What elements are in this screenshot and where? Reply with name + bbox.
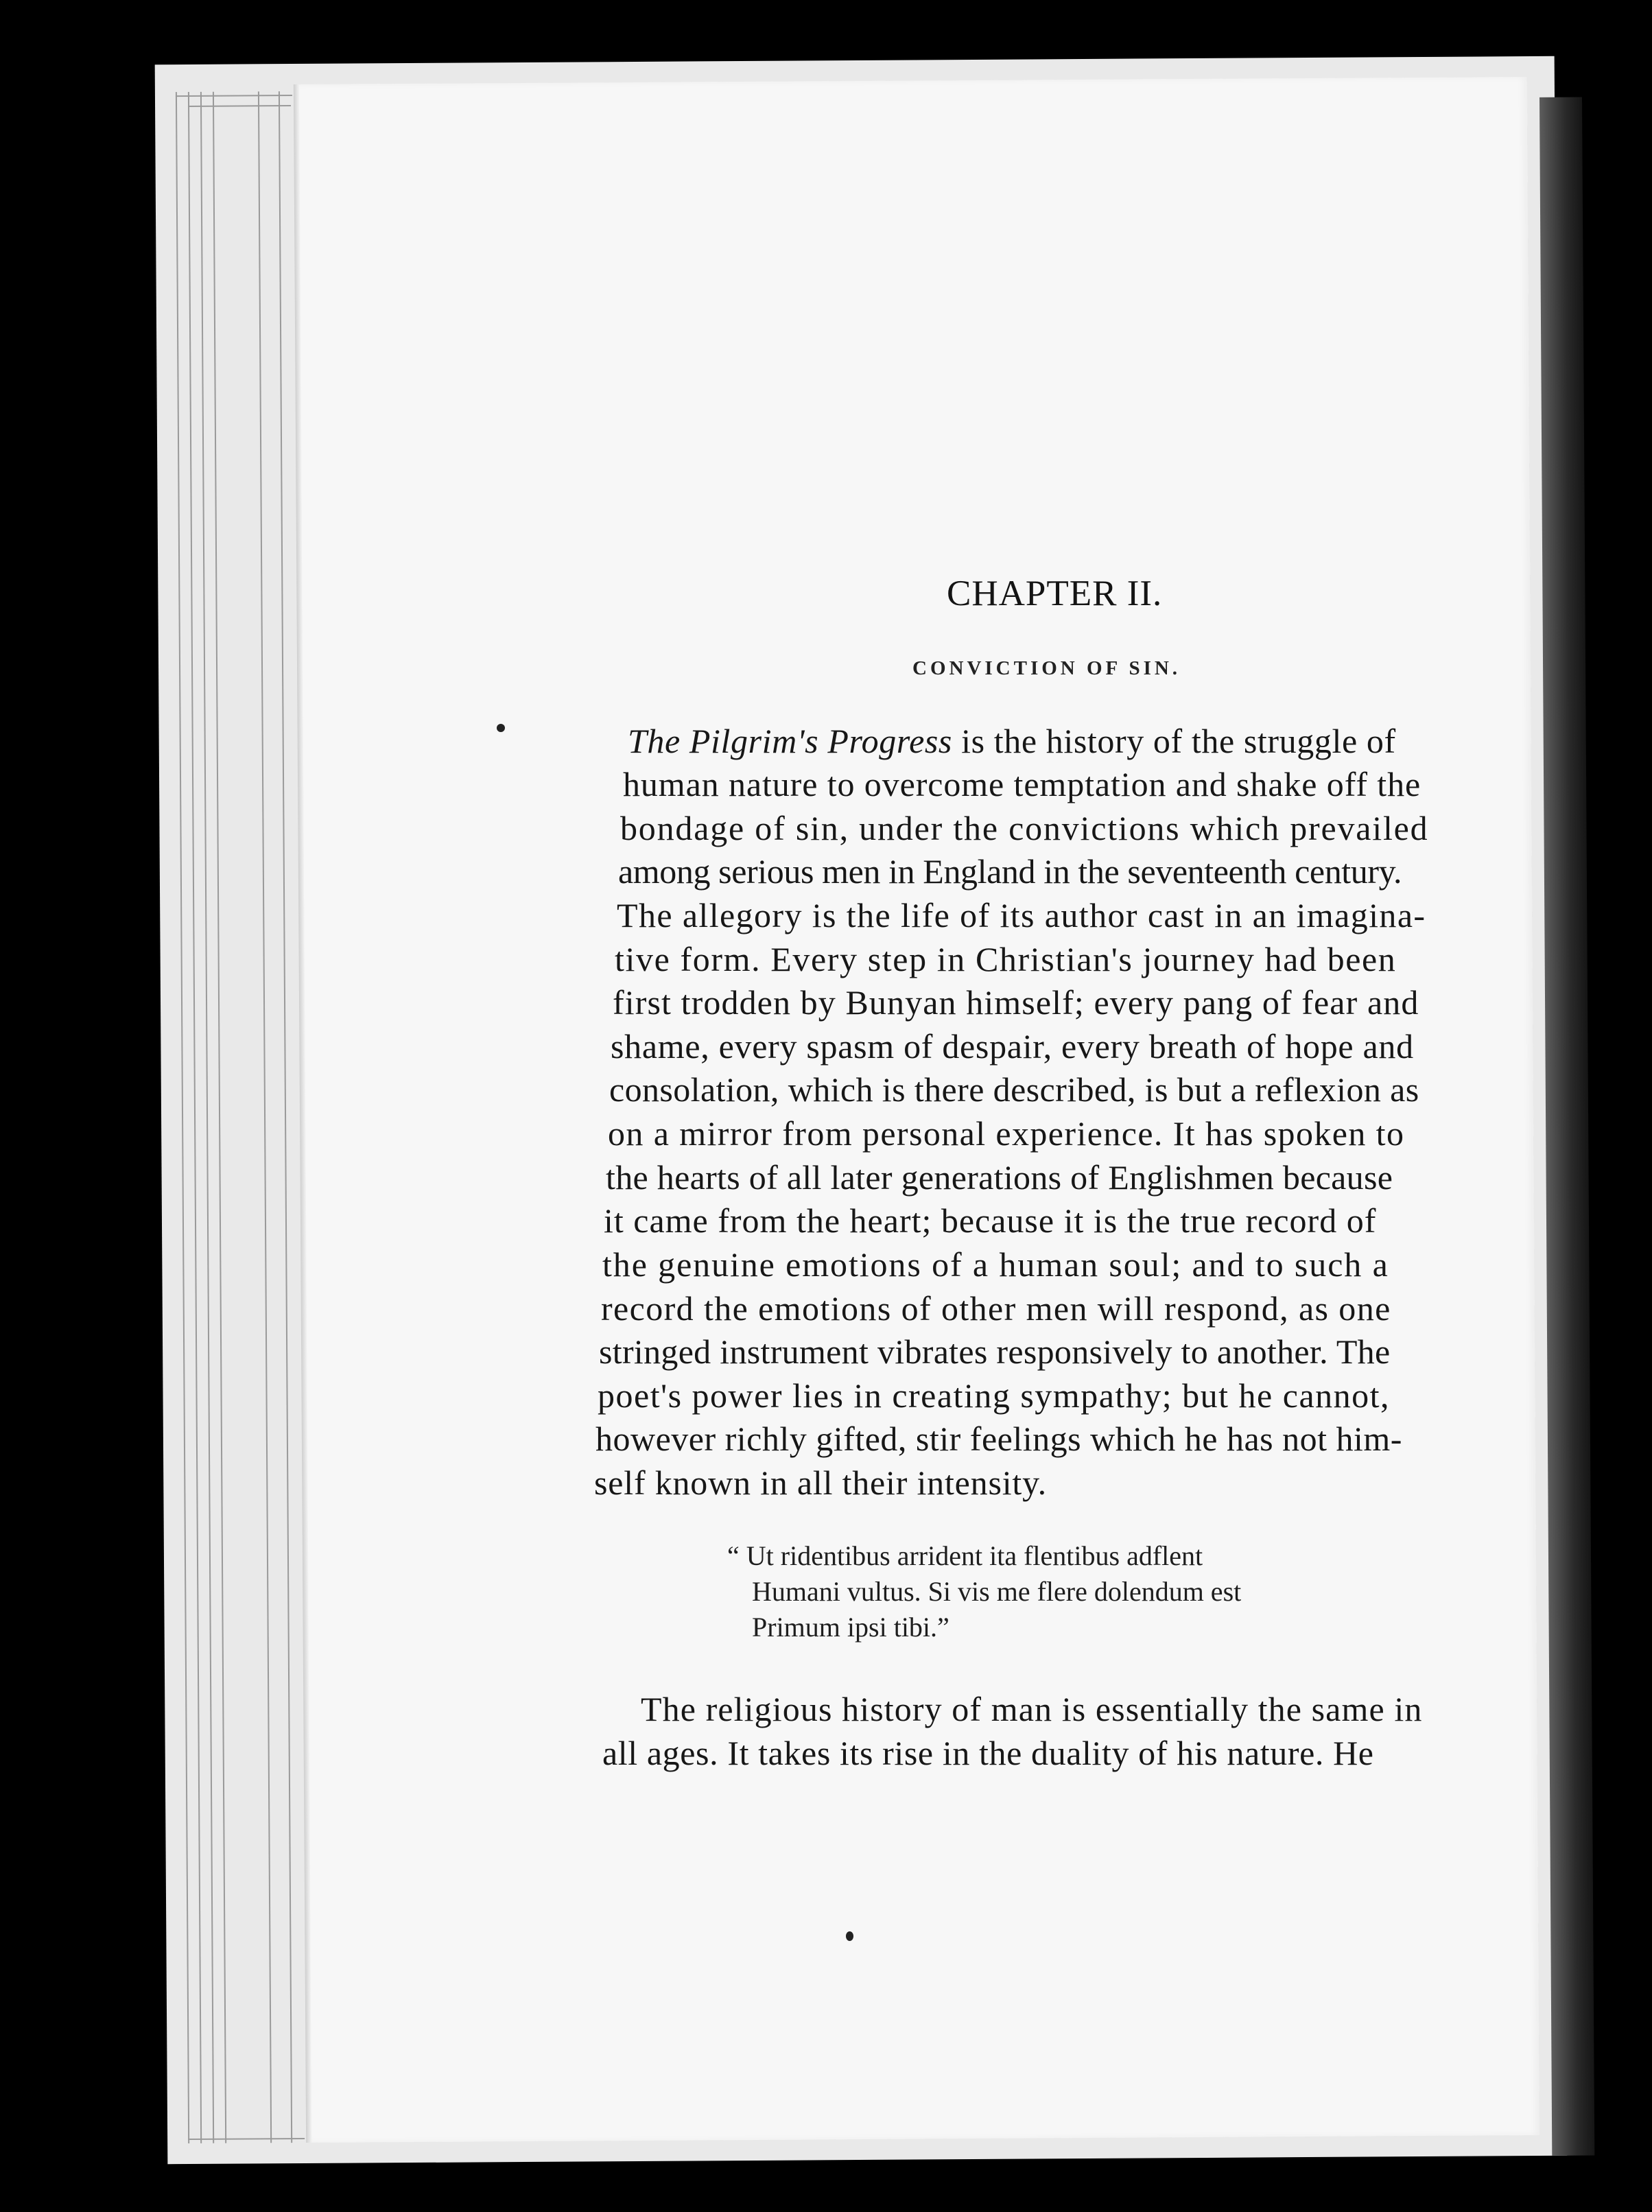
paragraph-line: The allegory is the life of its author cast in an imagina- (617, 896, 1426, 934)
chapter-heading: CHAPTER II. (947, 574, 1163, 613)
page-edge (188, 2138, 305, 2140)
paragraph-line: consolation, which is there described, is but a reflexion as (609, 1070, 1419, 1109)
quotation-line: “ Ut ridentibus arrident ita flentibus adflent (727, 1540, 1203, 1571)
quotation-line: Humani vultus. Si vis me flere dolendum est (752, 1576, 1242, 1607)
paragraph-line: shame, every spasm of despair, every breath of hope and (611, 1027, 1414, 1066)
page-edge (258, 91, 272, 2143)
paragraph-line: The Pilgrim's Progress is the history of the struggle of (628, 722, 1396, 760)
paragraph-line: among serious men in England in the seventeenth century. (618, 852, 1402, 891)
paragraph-line: the hearts of all later generations of Englishmen because (606, 1158, 1393, 1197)
speck-mark (497, 724, 505, 732)
paragraph-line: on a mirror from personal experience. It has spoken to (608, 1114, 1405, 1153)
paragraph-line: however richly gifted, stir feelings which he has not him- (595, 1420, 1402, 1458)
quotation-line: Primum ipsi tibi.” (752, 1612, 949, 1643)
paragraph-line: tive form. Every step in Christian's journey had been (615, 940, 1397, 978)
paragraph-line: it came from the heart; because it is the true record of (604, 1201, 1377, 1240)
page-edge (213, 92, 226, 2143)
book-page-stack (155, 56, 1568, 2164)
book-title-italic: The Pilgrim's Progress (628, 722, 952, 760)
spine-shadow (1539, 97, 1594, 2156)
paragraph-line: poet's power lies in creating sympathy; but he cannot, (598, 1376, 1391, 1415)
paragraph-line: self known in all their intensity. (594, 1463, 1047, 1502)
chapter-subheading: CONVICTION OF SIN. (912, 657, 1181, 679)
speck-mark (846, 1931, 853, 1941)
paragraph-line: The religious history of man is essentially the same in (641, 1690, 1423, 1728)
page-edge (200, 92, 214, 2143)
page-edge (279, 91, 292, 2143)
page-edge (176, 92, 189, 2143)
paragraph-line: stringed instrument vibrates responsively to another. The (599, 1332, 1391, 1371)
paragraph-line: the genuine emotions of a human soul; and to such a (602, 1245, 1389, 1284)
page-edge (176, 95, 292, 97)
paragraph-line: record the emotions of other men will respond, as one (601, 1289, 1391, 1328)
book-page (299, 77, 1539, 2143)
page-edge (188, 92, 202, 2143)
paragraph-line: all ages. It takes its rise in the duality of his nature. He (602, 1734, 1374, 1772)
paragraph-line: bondage of sin, under the convictions which prevailed (620, 809, 1429, 847)
page-edge (188, 105, 291, 107)
paragraph-line: first trodden by Bunyan himself; every pang of fear and (613, 983, 1419, 1022)
paragraph-line: human nature to overcome temptation and shake off the (623, 765, 1421, 803)
